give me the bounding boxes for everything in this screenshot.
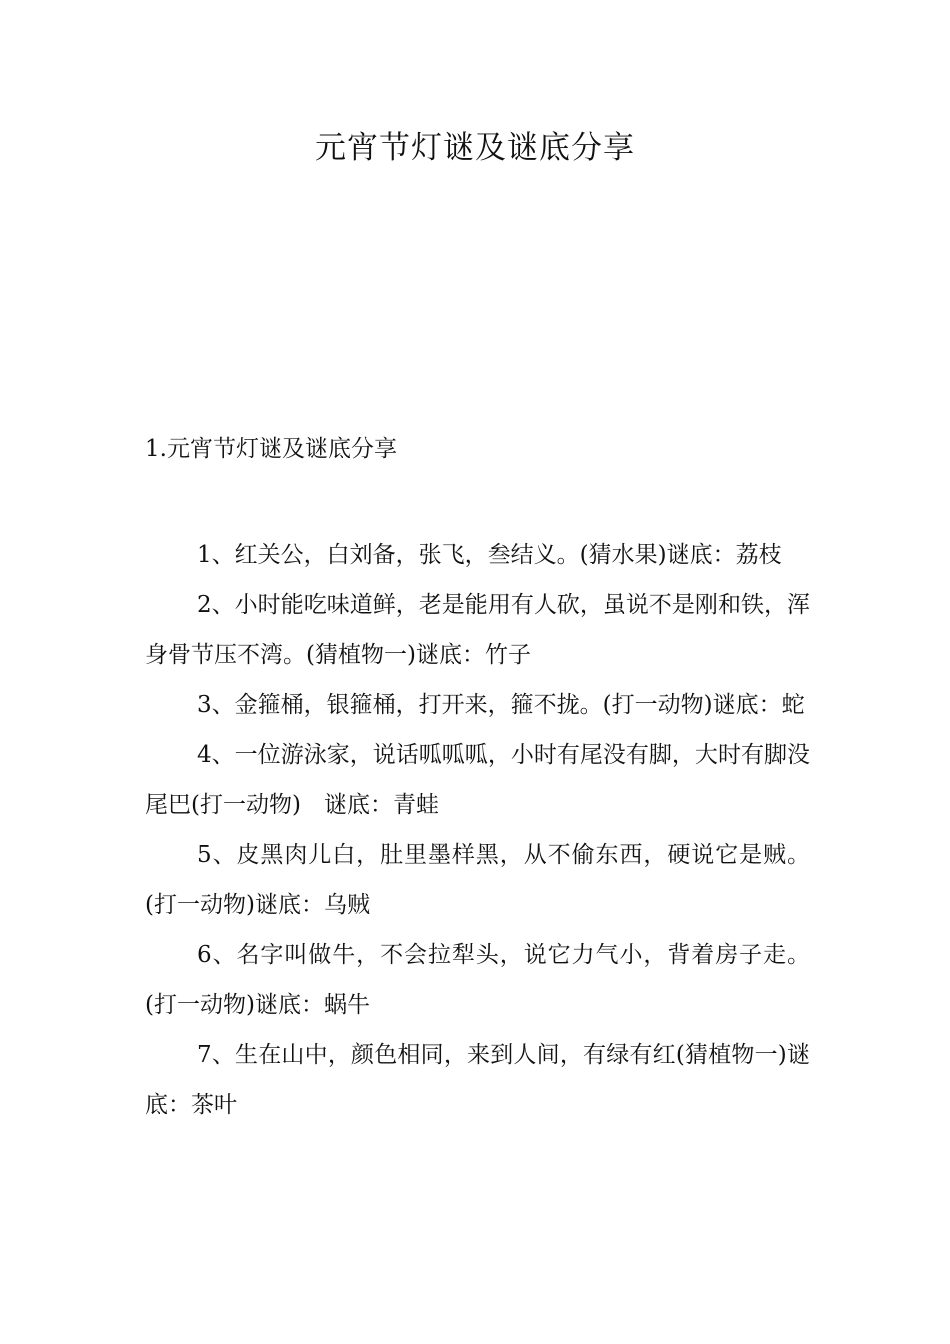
riddle-item: 6、名字叫做牛，不会拉犁头，说它力气小，背着房子走。(打一动物)谜底：蜗牛	[145, 942, 810, 1018]
riddle-item: 2、小时能吃味道鲜，老是能用有人砍，虽说不是刚和铁，浑身骨节压不湾。(猜植物一)谜底：竹子	[145, 592, 810, 668]
riddle-item: 4、一位游泳家，说话呱呱呱，小时有尾没有脚，大时有脚没尾巴(打一动物) 谜底：青蛙	[145, 742, 810, 818]
riddle-item: 1、红关公，白刘备，张飞，叁结义。(猜水果)谜底：荔枝	[197, 542, 782, 568]
riddle-item: 5、皮黑肉儿白，肚里墨样黑，从不偷东西，硬说它是贼。(打一动物)谜底：乌贼	[145, 842, 810, 918]
riddle-item: 7、生在山中，颜色相同，来到人间，有绿有红(猜植物一)谜底：茶叶	[145, 1042, 810, 1118]
riddle-list	[145, 530, 810, 1130]
section-heading: 1.元宵节灯谜及谜底分享	[145, 436, 397, 462]
riddle-item: 3、金箍桶，银箍桶，打开来，箍不拢。(打一动物)谜底：蛇	[197, 692, 805, 718]
document-title: 元宵节灯谜及谜底分享	[315, 130, 635, 166]
